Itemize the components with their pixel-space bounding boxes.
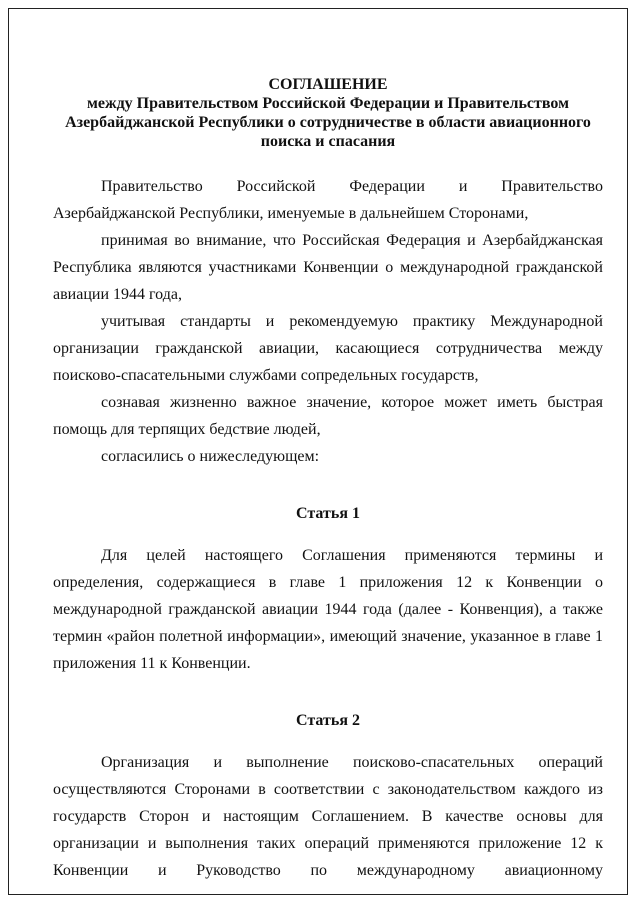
- article-1-heading: Статья 1: [296, 505, 360, 522]
- article-2-text: Организация и выполнение поисково-спасательных операций осуществляются Сторонами в соответствии с законодательством каждого из государств Сторон и настоящим Соглашением. В качестве основы для организации и выполнения таких операций применяются приложение 12 к Конвенции и Руководство по международному авиационному: [53, 754, 603, 879]
- preamble-paragraph-5: согласились о нижеследующем:: [101, 448, 320, 465]
- document-body: [53, 75, 603, 884]
- preamble-paragraph-2: принимая во внимание, что Российская Федерация и Азербайджанская Республика являются участниками Конвенции о международной гражданской авиации 1944 года,: [53, 232, 603, 303]
- document-page: [8, 8, 628, 895]
- article-1-text: Для целей настоящего Соглашения применяются термины и определения, содержащиеся в главе 1 приложения 12 к Конвенции о международной гражданской авиации 1944 года (далее - Конвенция), а также термин «район полетной информации», имеющий значение, указанное в главе 1 приложения 11 к Конвенции.: [53, 547, 603, 672]
- document-subtitle: между Правительством Российской Федерации и Правительством Азербайджанской Республики о сотрудничестве в области авиационного поиска и спасания: [65, 95, 591, 150]
- article-2-heading: Статья 2: [296, 712, 360, 729]
- preamble-paragraph-3: учитывая стандарты и рекомендуемую практику Международной организации гражданской авиации, касающиеся сотрудничества между поисково-спасательными службами сопредельных государств,: [53, 313, 603, 384]
- preamble-paragraph-4: сознавая жизненно важное значение, которое может иметь быстрая помощь для терпящих бедствие людей,: [53, 394, 603, 438]
- document-title: СОГЛАШЕНИЕ: [268, 76, 388, 93]
- preamble-paragraph-1: Правительство Российской Федерации и Правительство Азербайджанской Республики, именуемые в дальнейшем Сторонами,: [53, 178, 603, 222]
